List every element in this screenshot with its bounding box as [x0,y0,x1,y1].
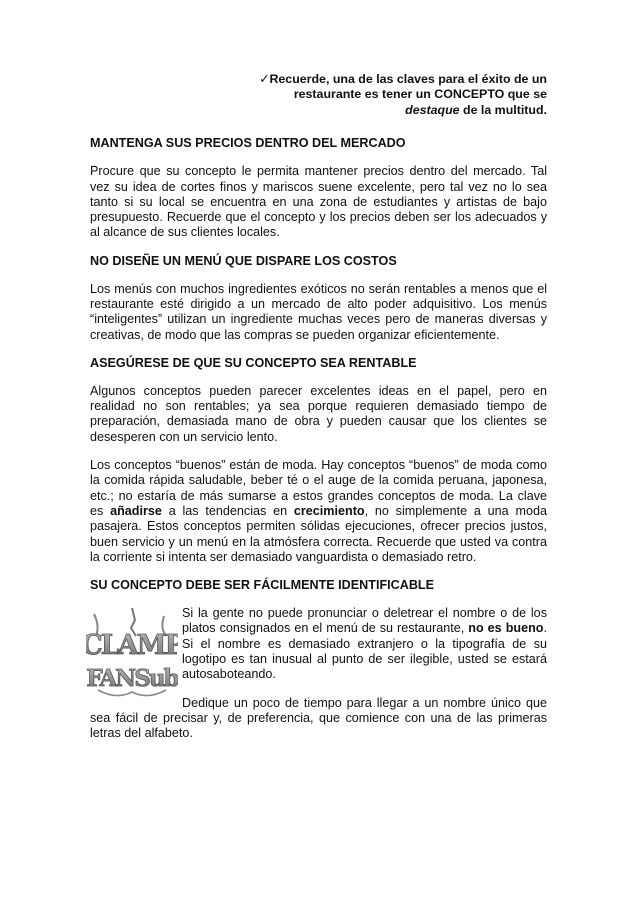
section-body-identificable-2: Dedique un poco de tiempo para llegar a un nombre único que sea fácil de precisar y, de preferencia, que comience con una de las primeras letras del alfabeto. [90,695,547,741]
section-heading-identificable: SU CONCEPTO DEBE SER FÁCILMENTE IDENTIFICABLE [90,578,435,593]
document-page [86,72,547,755]
section-body-identificable-1: Si la gente no puede pronunciar o deletrear el nombre o de los platos consignados en el menú de su restaurante, no es bueno. Si el nombre es demasiado extranjero o la tipografía de su logotipo es tan inusual al punto de ser ilegible, usted se estará autosaboteando. [182,606,547,682]
callout-emphasis: destaque [405,102,460,117]
section-heading-rentable: ASEGÚRESE DE QUE SU CONCEPTO SEA RENTABLE [90,355,417,370]
section-heading-precios: MANTENGA SUS PRECIOS DENTRO DEL MERCADO [90,136,406,151]
section-body-menu: Los menús con muchos ingredientes exóticos no serán rentables a menos que el restaurante esté dirigido a un mercado de alto poder adquisitivo. Los menús “inteligentes” utilizan un ingrediente muchas veces pero de maneras diversas y creativas, de modo que las compras se pueden organizar eficientemente. [90,281,547,342]
logo-word-2: FANSub [86,665,178,693]
checkmark-icon: ✓ [259,72,270,86]
logo-word-1: CLAMP [86,630,178,662]
section-body-rentable-2: Los conceptos “buenos” están de moda. Hay conceptos “buenos” de moda como la comida rápida saludable, beber té o el auge de la comida peruana, japonesa, etc.; no estaría de más sumarse a estos grandes conceptos de moda. La clave es añadirse a las tendencias en crecimiento, no simplemente a una moda pasajera. Estos conceptos permiten sólidas ejecuciones, ofrecer precios justos, buen servicio y un menú en la atmósfera correcta. Recuerde que usted va contra la corriente si intenta ser demasiado vanguardista o demasiado retro. [90,458,547,564]
callout-note: ✓Recuerde, una de las claves para el éxito de un restaurante es tener un CONCEPTO que se destaque de la multitud. [250,72,547,118]
section-body-precios: Procure que su concepto le permita mantener precios dentro del mercado. Tal vez su idea de cortes finos y mariscos suene excelente, pero tal vez no lo sea tanto si su local se encuentra en una zona de estudiantes y artistas de bajo presupuesto. Recuerde que el concepto y los precios deben ser los adecuados y al alcance de sus clientes locales. [90,164,547,240]
clamp-fansub-logo [86,606,178,702]
section-heading-menu: NO DISEÑE UN MENÚ QUE DISPARE LOS COSTOS [90,253,397,268]
section-body-rentable-1: Algunos conceptos pueden parecer excelentes ideas en el papel, pero en realidad no son rentables; ya sea porque requieren demasiado tiempo de preparación, demasiada mano de obra y pueden causar que los clientes se desesperen con un servicio lento. [90,383,547,444]
